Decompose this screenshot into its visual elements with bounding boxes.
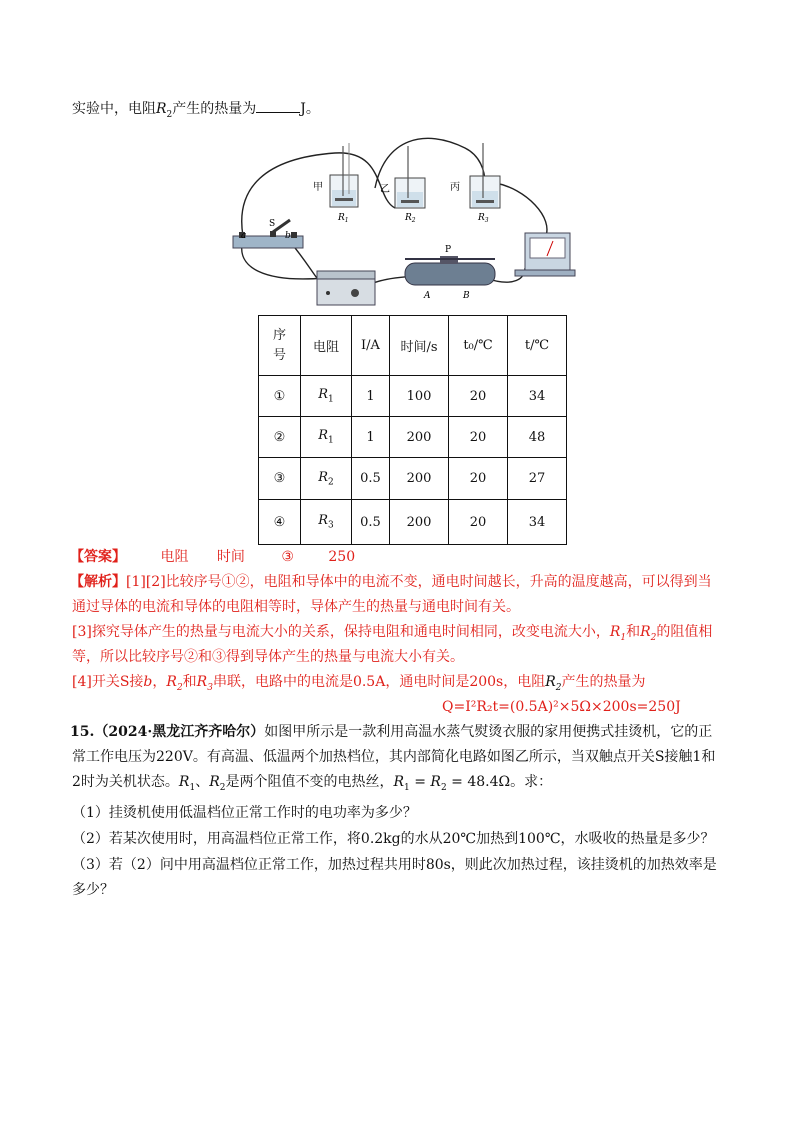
answer-1: 电阻: [160, 549, 189, 565]
analysis-line-2: 通过导体的电流和导体的电阻相等时，导体产生的热量与通电时间有关。: [72, 599, 520, 615]
rheostat-label-p: P: [445, 245, 452, 255]
q15-line-2: 常工作电压为220V。有高温、低温两个加热档位，其内部简化电路如图乙所示，当双触点开关S接触1和: [72, 749, 716, 765]
switch-label-a: a: [241, 231, 247, 241]
header-t: t/℃: [508, 316, 567, 376]
answer-3: ③: [281, 549, 294, 565]
answer-line: 【答案】 电阻 时间 ③ 250: [70, 549, 356, 565]
analysis-line-5: [4]开关S接b，$R_2$和$R_3$串联，电路中的电流是0.5A，通电时间是200s，电阻$R_2$产生的热量为: [72, 674, 646, 693]
analysis-line-4: 等，所以比较序号②和③得到导体产生的热量与电流大小有关。: [72, 649, 464, 665]
resistor-label-r2: $R_2$: [405, 213, 416, 224]
beaker-label-yi: 乙: [380, 184, 390, 195]
analysis-line-3: [3]探究导体产生的热量与电流大小的关系，保持电阻和通电时间相同，改变电流大小，$R_1$和$R_2$的阻值相: [72, 624, 713, 643]
answer-4: 250: [328, 549, 356, 565]
header-t0: t₀/℃: [449, 316, 508, 376]
analysis-line-1: 【解析】[1][2]比较序号①②，电阻和导体中的电流不变，通电时间越长，升高的温度越高，可以得到当: [70, 574, 712, 590]
q15-line-3: 2时为关机状态。$R_1$、$R_2$是两个阻值不变的电热丝，$R_1 = R_2 = 48.4\Omega$。求：: [72, 774, 553, 793]
beaker-2: [395, 146, 425, 208]
sliding-rheostat: [405, 256, 495, 285]
table-row: ④ $R_3$ 0.5 200 20 34: [259, 500, 567, 545]
header-time: 时间/s: [390, 316, 449, 376]
analysis-formula: Q=I²R₂t=(0.5A)²×5Ω×200s=250J: [442, 699, 681, 715]
rheostat-label-b: B: [463, 291, 470, 301]
experiment-circuit-figure: [225, 128, 585, 313]
table-row: ③ $R_2$ 0.5 200 20 27: [259, 458, 567, 500]
beaker-label-jia: 甲: [313, 182, 323, 193]
beaker-3: [470, 143, 500, 208]
q15-sub-1: （1）挂烫机使用低温档位正常工作时的电功率为多少？: [72, 805, 417, 821]
resistor-label-r3: $R_3$: [478, 213, 489, 224]
resistor-label-r1: $R_1$: [338, 213, 349, 224]
answer-blank: [256, 98, 300, 113]
table-header-row: [259, 316, 567, 376]
experiment-data-table: [258, 315, 567, 545]
table-row: ② $R_1$ 1 200 20 48: [259, 417, 567, 458]
switch-label-s: S: [269, 219, 276, 229]
rheostat-label-a: A: [424, 291, 431, 301]
q15-sub-2: （2）若某次使用时，用高温档位正常工作，将0.2kg的水从20℃加热到100℃，水吸收的热量是多少？: [72, 831, 715, 847]
power-supply: [317, 271, 375, 305]
beaker-label-bing: 丙: [450, 182, 460, 193]
switch-label-b: b: [285, 231, 291, 241]
q15-sub-3: （3）若（2）问中用高温档位正常工作，加热过程共用时80s，则此次加热过程，该挂烫机的加热效率是: [72, 857, 717, 873]
q15-sub-3b: 多少？: [72, 882, 114, 898]
q15-line-1: 15.（2024·黑龙江齐齐哈尔）如图甲所示是一款利用高温水蒸气熨烫衣服的家用便携式挂烫机，它的正: [70, 724, 713, 740]
header-current: I/A: [352, 316, 390, 376]
header-no: 序号: [259, 316, 301, 376]
ammeter: [515, 233, 575, 276]
answer-2: 时间: [216, 549, 245, 565]
table-row: ① $R_1$ 1 100 20 34: [259, 376, 567, 417]
question-tail-line: 实验中，电阻$R_2$产生的热量为 J。: [72, 98, 320, 125]
header-resistor: 电阻: [301, 316, 352, 376]
